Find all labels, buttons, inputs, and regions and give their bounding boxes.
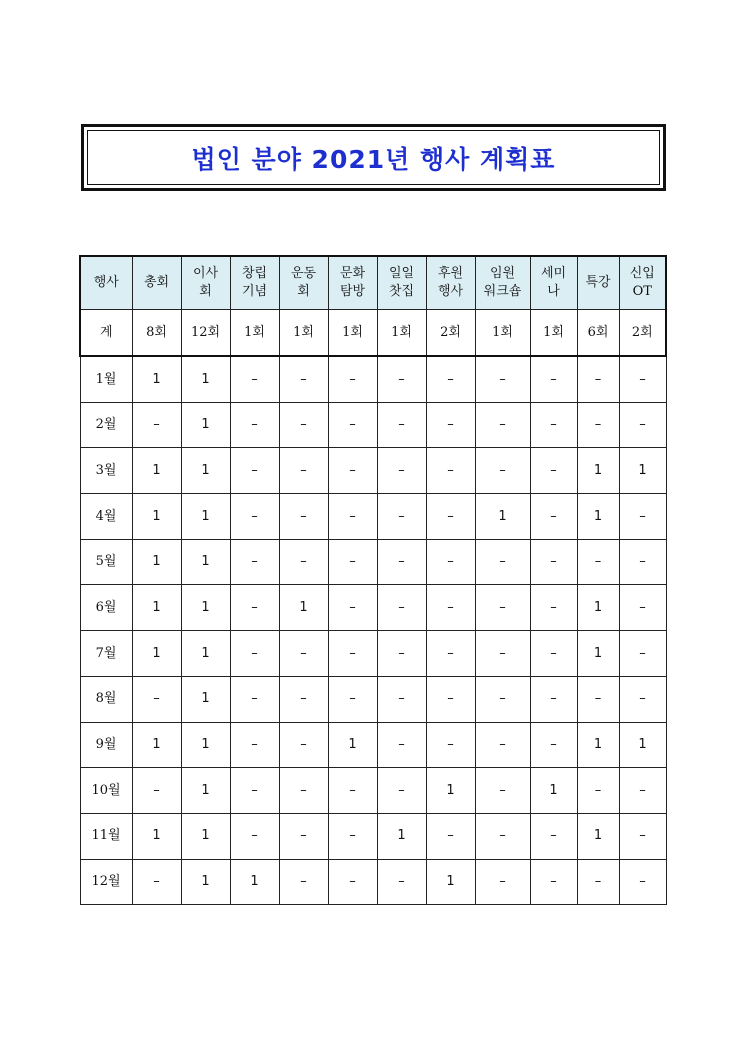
event-count-cell: – (279, 859, 328, 905)
event-count-cell: 1 (181, 356, 230, 402)
month-label-cell: 8월 (80, 676, 132, 722)
event-count-cell: – (328, 676, 377, 722)
totals-cell: 8회 (132, 310, 181, 357)
event-count-cell: 1 (619, 448, 666, 494)
event-count-cell: 1 (279, 585, 328, 631)
table-row (80, 768, 666, 814)
page-title: 법인 분야 2021년 행사 계획표 (191, 144, 556, 174)
totals-cell: 1회 (377, 310, 426, 357)
event-count-cell: – (475, 768, 530, 814)
event-count-cell: 1 (132, 722, 181, 768)
totals-cell: 1회 (475, 310, 530, 357)
totals-cell: 2회 (619, 310, 666, 357)
header-cell: 문화 탐방 (328, 256, 377, 310)
totals-cell: 계 (80, 310, 132, 357)
month-label-cell: 6월 (80, 585, 132, 631)
event-count-cell: – (279, 631, 328, 677)
totals-cell: 1회 (328, 310, 377, 357)
event-count-cell: 1 (132, 539, 181, 585)
event-count-cell: – (475, 631, 530, 677)
month-label-cell: 11월 (80, 813, 132, 859)
event-count-cell: – (530, 494, 577, 540)
event-count-cell: 1 (181, 768, 230, 814)
table-row (80, 631, 666, 677)
event-count-cell: – (328, 494, 377, 540)
event-count-cell: – (426, 631, 475, 677)
totals-cell: 2회 (426, 310, 475, 357)
event-count-cell: 1 (132, 448, 181, 494)
header-cell: 세미 나 (530, 256, 577, 310)
table-row (80, 676, 666, 722)
event-count-cell: – (619, 813, 666, 859)
event-count-cell: – (619, 859, 666, 905)
event-count-cell: – (377, 631, 426, 677)
event-count-cell: – (619, 402, 666, 448)
table-row (80, 402, 666, 448)
event-count-cell: – (328, 585, 377, 631)
event-count-cell: – (377, 676, 426, 722)
event-count-cell: – (577, 539, 619, 585)
event-count-cell: 1 (181, 813, 230, 859)
event-count-cell: – (279, 722, 328, 768)
event-count-cell: – (328, 631, 377, 677)
event-count-cell: – (577, 676, 619, 722)
table-row (80, 813, 666, 859)
event-count-cell: – (377, 585, 426, 631)
event-count-cell: – (577, 356, 619, 402)
event-count-cell: – (230, 356, 279, 402)
event-count-cell: 1 (181, 859, 230, 905)
header-cell: 이사 회 (181, 256, 230, 310)
event-count-cell: – (426, 676, 475, 722)
header-cell: 행사 (80, 256, 132, 310)
event-count-cell: – (377, 768, 426, 814)
event-count-cell: – (230, 539, 279, 585)
event-count-cell: – (230, 676, 279, 722)
event-count-cell: 1 (426, 859, 475, 905)
event-count-cell: – (619, 494, 666, 540)
event-count-cell: – (475, 402, 530, 448)
event-count-cell: 1 (132, 494, 181, 540)
table-row (80, 356, 666, 402)
header-cell: 임원 워크숍 (475, 256, 530, 310)
event-count-cell: – (619, 539, 666, 585)
event-count-cell: – (475, 722, 530, 768)
event-count-cell: 1 (577, 585, 619, 631)
event-count-cell: 1 (181, 539, 230, 585)
event-count-cell: – (475, 356, 530, 402)
event-count-cell: – (475, 448, 530, 494)
table-row (80, 494, 666, 540)
event-count-cell: – (377, 494, 426, 540)
event-count-cell: – (619, 356, 666, 402)
event-count-cell: – (328, 768, 377, 814)
event-count-cell: – (377, 402, 426, 448)
event-count-cell: – (530, 402, 577, 448)
event-count-cell: – (530, 676, 577, 722)
event-count-cell: – (328, 448, 377, 494)
event-count-cell: – (530, 539, 577, 585)
event-count-cell: – (132, 768, 181, 814)
event-count-cell: – (230, 813, 279, 859)
header-cell: 신입 OT (619, 256, 666, 310)
totals-cell: 1회 (530, 310, 577, 357)
event-count-cell: 1 (181, 676, 230, 722)
month-label-cell: 4월 (80, 494, 132, 540)
event-count-cell: – (328, 402, 377, 448)
event-count-cell: – (530, 722, 577, 768)
event-count-cell: – (530, 585, 577, 631)
event-count-cell: 1 (181, 722, 230, 768)
event-count-cell: 1 (328, 722, 377, 768)
event-count-cell: – (619, 676, 666, 722)
event-count-cell: – (279, 813, 328, 859)
totals-row (80, 310, 666, 357)
event-count-cell: – (279, 676, 328, 722)
event-count-cell: – (230, 722, 279, 768)
event-count-cell: – (426, 448, 475, 494)
event-count-cell: – (377, 539, 426, 585)
event-count-cell: – (475, 676, 530, 722)
event-count-cell: – (377, 722, 426, 768)
event-count-cell: – (475, 813, 530, 859)
event-count-cell: 1 (132, 813, 181, 859)
header-cell: 일일 찻집 (377, 256, 426, 310)
event-count-cell: – (279, 448, 328, 494)
event-count-cell: – (426, 494, 475, 540)
header-cell: 후원 행사 (426, 256, 475, 310)
month-label-cell: 12월 (80, 859, 132, 905)
table-row (80, 585, 666, 631)
event-count-cell: – (132, 676, 181, 722)
event-count-cell: – (377, 356, 426, 402)
event-count-cell: – (619, 631, 666, 677)
event-count-cell: – (230, 631, 279, 677)
event-count-cell: 1 (132, 356, 181, 402)
event-count-cell: – (230, 448, 279, 494)
event-count-cell: – (279, 356, 328, 402)
event-count-cell: – (426, 722, 475, 768)
event-count-cell: – (328, 539, 377, 585)
table-row (80, 539, 666, 585)
event-count-cell: – (530, 356, 577, 402)
event-count-cell: 1 (181, 631, 230, 677)
title-box (81, 124, 666, 191)
event-count-cell: – (577, 859, 619, 905)
table-body (80, 256, 666, 905)
totals-cell: 12회 (181, 310, 230, 357)
event-count-cell: 1 (132, 631, 181, 677)
header-row (80, 256, 666, 310)
event-count-cell: 1 (619, 722, 666, 768)
event-count-cell: – (328, 813, 377, 859)
event-count-cell: – (279, 494, 328, 540)
event-count-cell: – (475, 539, 530, 585)
event-count-cell: 1 (577, 448, 619, 494)
event-count-cell: 1 (577, 494, 619, 540)
month-label-cell: 9월 (80, 722, 132, 768)
header-cell: 운동 회 (279, 256, 328, 310)
totals-cell: 1회 (230, 310, 279, 357)
event-count-cell: – (530, 813, 577, 859)
event-count-cell: – (328, 859, 377, 905)
month-label-cell: 10월 (80, 768, 132, 814)
event-count-cell: – (230, 768, 279, 814)
event-count-cell: – (279, 768, 328, 814)
event-count-cell: 1 (426, 768, 475, 814)
event-count-cell: – (577, 402, 619, 448)
event-count-cell: – (426, 585, 475, 631)
event-count-cell: – (426, 402, 475, 448)
event-count-cell: – (132, 859, 181, 905)
event-count-cell: – (530, 631, 577, 677)
month-label-cell: 5월 (80, 539, 132, 585)
event-count-cell: 1 (181, 494, 230, 540)
header-cell: 총회 (132, 256, 181, 310)
table-row (80, 448, 666, 494)
table-row (80, 722, 666, 768)
event-count-cell: – (619, 585, 666, 631)
event-count-cell: – (475, 585, 530, 631)
month-label-cell: 7월 (80, 631, 132, 677)
title-inner-frame (87, 130, 660, 185)
event-count-cell: – (426, 356, 475, 402)
totals-cell: 1회 (279, 310, 328, 357)
event-count-cell: – (426, 539, 475, 585)
event-count-cell: – (426, 813, 475, 859)
header-cell: 특강 (577, 256, 619, 310)
event-count-cell: 1 (181, 402, 230, 448)
event-count-cell: – (230, 402, 279, 448)
month-label-cell: 2월 (80, 402, 132, 448)
event-count-cell: – (132, 402, 181, 448)
event-count-cell: 1 (530, 768, 577, 814)
event-plan-table (79, 255, 667, 905)
event-count-cell: 1 (181, 448, 230, 494)
header-cell: 창립 기념 (230, 256, 279, 310)
event-count-cell: 1 (475, 494, 530, 540)
event-count-cell: 1 (577, 631, 619, 677)
event-count-cell: – (230, 585, 279, 631)
event-count-cell: 1 (577, 722, 619, 768)
event-count-cell: 1 (577, 813, 619, 859)
event-count-cell: 1 (132, 585, 181, 631)
table-row (80, 859, 666, 905)
event-count-cell: – (377, 859, 426, 905)
month-label-cell: 1월 (80, 356, 132, 402)
event-count-cell: – (530, 859, 577, 905)
event-count-cell: – (530, 448, 577, 494)
event-count-cell: – (230, 494, 279, 540)
event-count-cell: – (377, 448, 426, 494)
event-count-cell: 1 (230, 859, 279, 905)
event-count-cell: – (328, 356, 377, 402)
event-count-cell: 1 (377, 813, 426, 859)
event-count-cell: – (619, 768, 666, 814)
event-count-cell: – (577, 768, 619, 814)
month-label-cell: 3월 (80, 448, 132, 494)
totals-cell: 6회 (577, 310, 619, 357)
event-count-cell: 1 (181, 585, 230, 631)
event-count-cell: – (279, 539, 328, 585)
event-count-cell: – (279, 402, 328, 448)
event-count-cell: – (475, 859, 530, 905)
